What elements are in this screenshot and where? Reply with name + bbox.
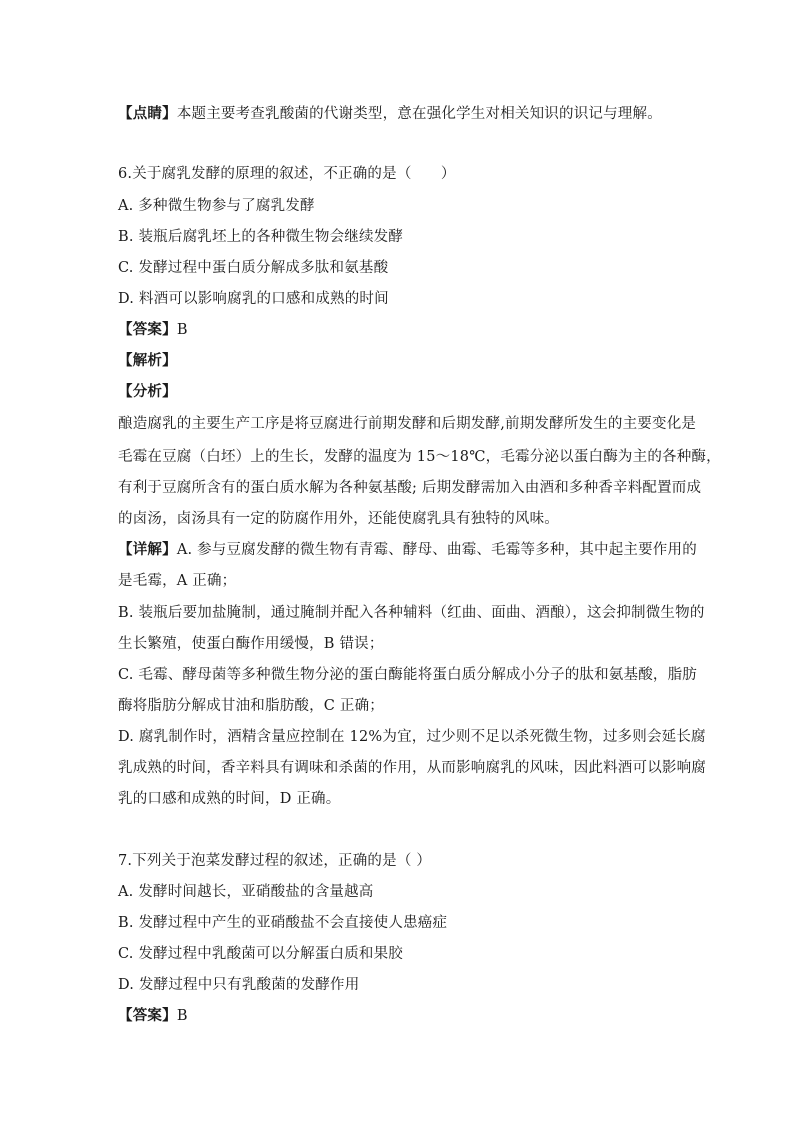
q6-xiangjie-line: C. 毛霉、酵母菌等多种微生物分泌的蛋白酶能将蛋白质分解成小分子的肽和氨基酸，脂肪 (118, 667, 697, 683)
q7-option-b: B. 发酵过程中产生的亚硝酸盐不会直接使人患癌症 (118, 915, 448, 931)
q6-xiangjie-first (118, 540, 697, 560)
q6-stem: 6.关于腐乳发酵的原理的叙述，不正确的是（ ） (118, 166, 456, 182)
q6-option-d: D. 料酒可以影响腐乳的口感和成熟的时间 (118, 291, 389, 307)
q6-xiangjie-line: D. 腐乳制作时，酒精含量应控制在 12%为宜，过少则不足以杀死微生物，过多则会延长腐 (118, 729, 706, 745)
q6-xiangjie-line: B. 装瓶后要加盐腌制，通过腌制并配入各种辅料（红曲、面曲、酒酿），这会抑制微生物的 (118, 605, 705, 621)
q6-fenxi-line: 有利于豆腐所含有的蛋白质水解为各种氨基酸; 后期发酵需加入由酒和多种香辛料配置而成 (118, 480, 702, 496)
q6-answer-label: 【答案】 (118, 321, 177, 338)
q7-option-a: A. 发酵时间越长，亚硝酸盐的含量越高 (118, 884, 374, 900)
q6-option-b: B. 装瓶后腐乳坯上的各种微生物会继续发酵 (118, 229, 404, 245)
q6-fenxi-label: 【分析】 (118, 383, 177, 400)
q6-xiangjie-line: 酶将脂肪分解成甘油和脂肪酸，C 正确； (118, 698, 385, 714)
dianjing-text: 本题主要考查乳酸菌的代谢类型，意在强化学生对相关知识的识记与理解。 (176, 106, 662, 122)
q6-xiangjie-line: 乳成熟的时间，香辛料具有调味和杀菌的作用，从而影响腐乳的风味，因此料酒可以影响腐 (118, 760, 706, 776)
q6-xiangjie-line: 生长繁殖，使蛋白酶作用缓慢，B 错误； (118, 636, 384, 652)
q7-answer-value: B (176, 1008, 188, 1024)
q7-answer-label: 【答案】 (118, 1007, 177, 1024)
q6-option-a: A. 多种微生物参与了腐乳发酵 (118, 198, 315, 214)
q6-xiangjie-line: 是毛霉，A 正确； (118, 573, 237, 589)
q6-xiangjie-text: A. 参与豆腐发酵的微生物有青霉、酵母、曲霉、毛霉等多种，其中起主要作用的 (176, 542, 697, 558)
q6-answer (118, 320, 188, 340)
q6-fenxi-line: 酿造腐乳的主要生产工序是将豆腐进行前期发酵和后期发酵,前期发酵所发生的主要变化是 (118, 416, 697, 432)
q6-fenxi-line: 毛霉在豆腐（白坯）上的生长，发酵的温度为 15～18℃，毛霉分泌以蛋白酶为主的各种酶， (118, 449, 721, 465)
q7-option-c: C. 发酵过程中乳酸菌可以分解蛋白质和果胶 (118, 946, 403, 962)
q7-stem: 7.下列关于泡菜发酵过程的叙述，正确的是（ ） (118, 853, 432, 869)
dianjing-label: 【点睛】 (118, 105, 177, 122)
q7-option-d: D. 发酵过程中只有乳酸菌的发酵作用 (118, 977, 360, 993)
q6-option-c: C. 发酵过程中蛋白质分解成多肽和氨基酸 (118, 260, 389, 276)
q6-answer-value: B (176, 322, 188, 338)
q6-xiangjie-line: 乳的口感和成熟的时间，D 正确。 (118, 791, 341, 807)
q6-xiangjie-label: 【详解】 (118, 541, 177, 558)
q7-answer (118, 1006, 188, 1026)
q6-jiexi-label: 【解析】 (118, 352, 177, 369)
q6-fenxi-line: 的卤汤，卤汤具有一定的防腐作用外，还能使腐乳具有独特的风味。 (118, 511, 559, 527)
dianjing-line (118, 104, 662, 124)
